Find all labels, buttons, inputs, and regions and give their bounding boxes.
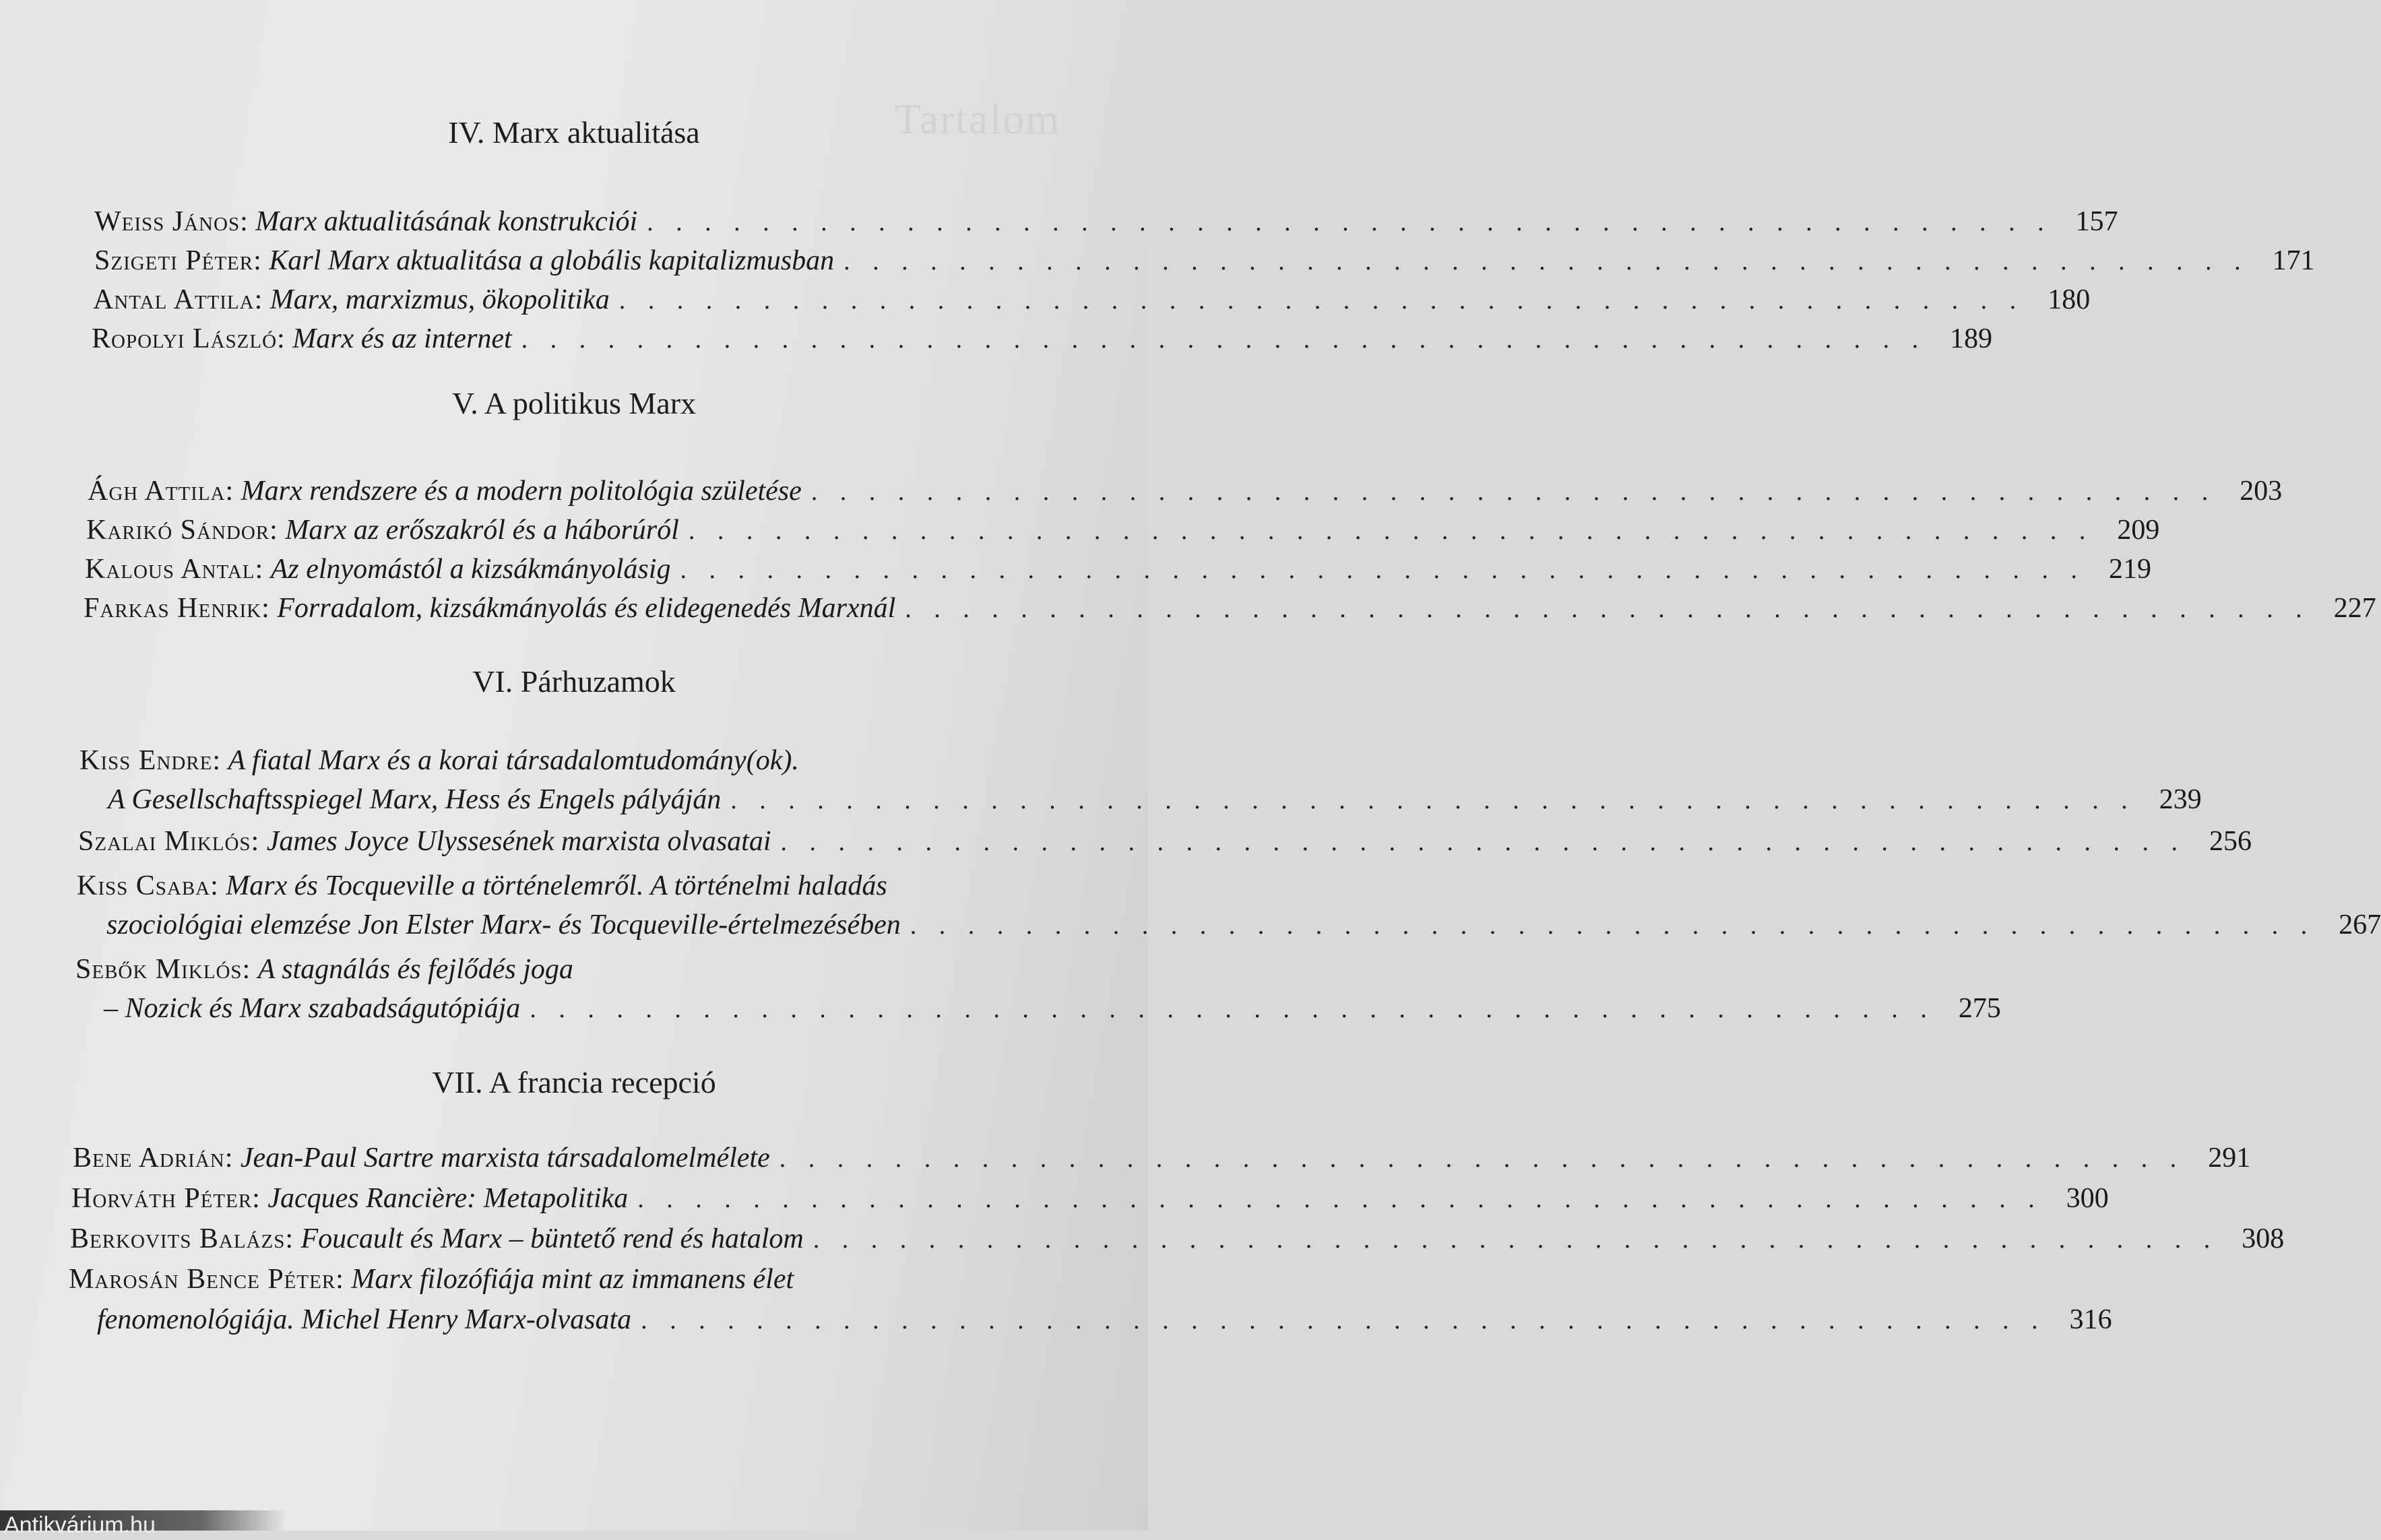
toc-entry-first-line bbox=[69, 1260, 1066, 1299]
entry-author: Kiss Csaba: bbox=[77, 870, 219, 901]
toc-entry-first-line bbox=[80, 741, 1077, 780]
entry-author: Karikó Sándor: bbox=[86, 515, 278, 546]
entry-page: 189 bbox=[1950, 323, 1993, 354]
toc-entry bbox=[104, 989, 2001, 1029]
entry-title: James Joyce Ulyssesének marxista olvasatai bbox=[266, 826, 771, 857]
entry-title: Karl Marx aktualitása a globális kapitalizmusban bbox=[269, 245, 835, 276]
toc-entry bbox=[106, 905, 2381, 945]
entry-title: Jacques Rancière: Metapolitika bbox=[267, 1183, 629, 1214]
leader-dots: . . . . . . . . . . . . . . . . . . . . . . . . . . . . . . . . . . . . . . . . . . . . . . . . . bbox=[779, 1145, 2185, 1173]
entry-page: 267 bbox=[2339, 909, 2381, 940]
leader-dots: . . . . . . . . . . . . . . . . . . . . . . . . . . . . . . . . . . . . . . . . . . . . . . . . . bbox=[813, 1225, 2219, 1254]
toc-entry bbox=[97, 1300, 2112, 1340]
entry-author: Farkas Henrik: bbox=[84, 593, 270, 624]
entry-author: Marosán Bence Péter: bbox=[69, 1264, 344, 1295]
entry-author: Ropolyi László: bbox=[92, 323, 286, 354]
toc-entry bbox=[71, 1179, 2109, 1219]
toc-entry bbox=[94, 241, 2315, 281]
toc-entry bbox=[108, 780, 2202, 820]
entry-page: 227 bbox=[2333, 593, 2376, 624]
toc-entry bbox=[92, 319, 1993, 359]
toc-entry-first-line bbox=[75, 950, 1073, 989]
entry-author: Kiss Endre: bbox=[80, 745, 222, 776]
toc-entry bbox=[86, 511, 2160, 550]
entry-title: Marx aktualitásának konstrukciói bbox=[255, 206, 638, 237]
leader-dots: . . . . . . . . . . . . . . . . . . . . . . . . . . . . . . . . . . . . . . . . . . . . . . . . . bbox=[618, 286, 2025, 315]
entry-page: 256 bbox=[2209, 826, 2252, 857]
entry-page: 308 bbox=[2242, 1223, 2285, 1254]
entry-page: 180 bbox=[2047, 284, 2091, 315]
leader-dots: . . . . . . . . . . . . . . . . . . . . . . . . . . . . . . . . . . . . . . . . . . . . . . . . . bbox=[641, 1306, 2046, 1335]
toc-entry bbox=[94, 202, 2118, 242]
entry-title-continued: fenomenológiája. Michel Henry Marx-olvasata bbox=[97, 1304, 632, 1335]
section-heading: V. A politikus Marx bbox=[451, 386, 697, 420]
leader-dots: . . . . . . . . . . . . . . . . . . . . . . . . . . . . . . . . . . . . . . . . . . . . . . . . . bbox=[688, 517, 2094, 545]
entry-author: Weiss János: bbox=[94, 206, 249, 237]
entry-title-continued: szociológiai elemzése Jon Elster Marx- és Tocqueville-értelmezésében bbox=[106, 909, 901, 940]
leader-dots: . . . . . . . . . . . . . . . . . . . . . . . . . . . . . . . . . . . . . . . . . . . . . . . . . bbox=[811, 478, 2217, 506]
toc-entry bbox=[93, 280, 2091, 320]
entry-title: Jean-Paul Sartre marxista társadalomelmélete bbox=[240, 1143, 770, 1174]
entry-title-continued: A Gesellschaftsspiegel Marx, Hess és Engels pályáján bbox=[108, 784, 722, 815]
leader-dots: . . . . . . . . . . . . . . . . . . . . . . . . . . . . . . . . . . . . . . . . . . . . . . . . . bbox=[530, 995, 1935, 1023]
entry-title: Marx és az internet bbox=[292, 323, 512, 354]
entry-title-continued: – Nozick és Marx szabadságutópiája bbox=[104, 993, 521, 1024]
entry-title: A fiatal Marx és a korai társadalomtudomány(ok). bbox=[228, 745, 799, 776]
section-heading: VII. A francia recepció bbox=[432, 1065, 716, 1099]
toc-entry bbox=[88, 472, 2283, 511]
entry-page: 291 bbox=[2208, 1143, 2251, 1174]
entry-author: Bene Adrián: bbox=[73, 1143, 234, 1174]
leader-dots: . . . . . . . . . . . . . . . . . . . . . . . . . . . . . . . . . . . . . . . . . . . . . . . . . bbox=[910, 911, 2316, 940]
entry-page: 171 bbox=[2272, 245, 2315, 276]
section-heading: VI. Párhuzamok bbox=[472, 664, 676, 699]
entry-title: Forradalom, kizsákmányolás és elidegenedés Marxnál bbox=[277, 593, 896, 624]
entry-page: 203 bbox=[2240, 476, 2283, 507]
toc-entry bbox=[85, 550, 2151, 589]
toc-entry bbox=[84, 589, 2376, 629]
entry-title: Marx, marxizmus, ökopolitika bbox=[269, 284, 610, 315]
toc-entry bbox=[73, 1138, 2251, 1178]
watermark: Antikvárium.hu bbox=[0, 1510, 287, 1531]
entry-author: Szalai Miklós: bbox=[78, 826, 260, 857]
entry-author: Antal Attila: bbox=[93, 284, 263, 315]
entry-title: A stagnálás és fejlődés joga bbox=[257, 954, 573, 985]
entry-page: 316 bbox=[2069, 1304, 2112, 1335]
entry-page: 157 bbox=[2075, 206, 2118, 237]
entry-title: Marx és Tocqueville a történelemről. A történelmi haladás bbox=[226, 870, 887, 901]
entry-page: 275 bbox=[1958, 993, 2001, 1024]
entry-title: Az elnyomástól a kizsákmányolásig bbox=[270, 554, 671, 585]
entry-title: Marx az erőszakról és a háborúról bbox=[285, 515, 679, 546]
entry-page: 300 bbox=[2066, 1183, 2109, 1214]
toc-entry bbox=[78, 822, 2252, 862]
entry-page: 209 bbox=[2117, 515, 2160, 546]
entry-author: Kalous Antal: bbox=[85, 554, 264, 585]
entry-title: Foucault és Marx – büntető rend és hatalom bbox=[300, 1223, 804, 1254]
leader-dots: . . . . . . . . . . . . . . . . . . . . . . . . . . . . . . . . . . . . . . . . . . . . . . . . . bbox=[905, 595, 2310, 623]
leader-dots: . . . . . . . . . . . . . . . . . . . . . . . . . . . . . . . . . . . . . . . . . . . . . . . . . bbox=[680, 556, 2085, 584]
leader-dots: . . . . . . . . . . . . . . . . . . . . . . . . . . . . . . . . . . . . . . . . . . . . . . . . . bbox=[647, 208, 2052, 236]
section-heading: IV. Marx aktualitása bbox=[448, 115, 700, 150]
entry-title: Marx filozófiája mint az immanens élet bbox=[351, 1264, 794, 1295]
leader-dots: . . . . . . . . . . . . . . . . . . . . . . . . . . . . . . . . . . . . . . . . . . . . . . . . . bbox=[637, 1185, 2043, 1213]
toc-entry bbox=[70, 1219, 2285, 1259]
leader-dots: . . . . . . . . . . . . . . . . . . . . . . . . . . . . . . . . . . . . . . . . . . . . . . . . . bbox=[730, 786, 2136, 814]
entry-page: 239 bbox=[2159, 784, 2202, 815]
entry-author: Szigeti Péter: bbox=[94, 245, 262, 276]
leader-dots: . . . . . . . . . . . . . . . . . . . . . . . . . . . . . . . . . . . . . . . . . . . . . . . . . bbox=[780, 828, 2186, 856]
toc-entry-first-line bbox=[77, 866, 1074, 905]
leader-dots: . . . . . . . . . . . . . . . . . . . . . . . . . . . . . . . . . . . . . . . . . . . . . . . . . bbox=[844, 247, 2249, 276]
leader-dots: . . . . . . . . . . . . . . . . . . . . . . . . . . . . . . . . . . . . . . . . . . . . . . . . . bbox=[521, 325, 1927, 354]
entry-author: Horváth Péter: bbox=[71, 1183, 261, 1214]
entry-author: Sebők Miklós: bbox=[75, 954, 251, 985]
entry-author: Berkovits Balázs: bbox=[70, 1223, 294, 1254]
entry-title: Marx rendszere és a modern politológia születése bbox=[241, 476, 802, 507]
entry-author: Ágh Attila: bbox=[88, 476, 234, 507]
ghost-title: Tartalom bbox=[894, 95, 1060, 143]
entry-page: 219 bbox=[2108, 554, 2151, 585]
